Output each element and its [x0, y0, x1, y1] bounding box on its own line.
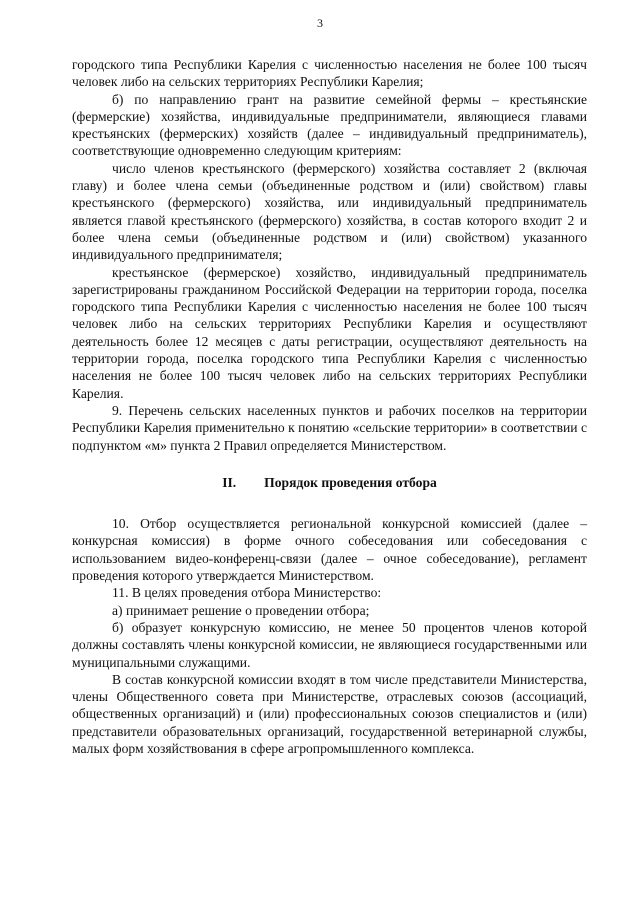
- paragraphs-before-heading: [72, 56, 587, 454]
- paragraph: В состав конкурсной комиссии входят в том числе представители Министерства, члены Общественного совета при Министерстве, отраслевых союзов (ассоциаций, общественных организаций) и (или) профессиональных союзов специалистов и (или) представители образовательных организаций, государственной ветеринарной службы, малых форм хозяйствования в сфере агропромышленного комплекса.: [72, 671, 587, 756]
- document-body: [72, 56, 587, 757]
- paragraph: б) образует конкурсную комиссию, не менее 50 процентов членов которой должны составлять члены конкурсной комиссии, не являющиеся государственными или муниципальными служащими.: [72, 619, 587, 670]
- page-number: 3: [317, 16, 323, 30]
- paragraph: число членов крестьянского (фермерского) хозяйства составляет 2 (включая главу) и более члена семьи (объединенные родством и (или) свойством) главы крестьянского (фермерского) хозяйства, или индивидуальный предприниматель является главой крестьянского (фермерского) хозяйства, в состав которого входит 2 и более члена семьи (объединенные родством и (или) свойством) указанного индивидуального предпринимателя;: [72, 160, 587, 263]
- paragraph: 11. В целях проведения отбора Министерство:: [112, 585, 382, 601]
- paragraph: 9. Перечень сельских населенных пунктов и рабочих поселков на территории Республики Карелия применительно к понятию «сельские территории» в соответствии с подпунктом «м» пункта 2 Правил определяется Министерством.: [72, 402, 587, 453]
- section-title: Порядок проведения отбора: [264, 474, 437, 490]
- paragraph: б) по направлению грант на развитие семейной фермы – крестьянские (фермерские) хозяйства, индивидуальные предприниматели, являющиеся главами крестьянских (фермерских) хозяйств (далее – индивидуальный предприниматель), соответствующие одновременно следующим критериям:: [72, 91, 587, 159]
- paragraph: городского типа Республики Карелия с численностью населения не более 100 тысяч человек либо на сельских территориях Республики Карелия;: [72, 57, 587, 90]
- paragraph: крестьянское (фермерское) хозяйство, индивидуальный предприниматель зарегистрированы гражданином Российской Федерации на территории города, поселка городского типа Республики Карелия с численностью населения не более 100 тысяч человек либо на сельских территориях Республики Карелия и осуществляют деятельность более 12 месяцев с даты регистрации, осуществляют деятельность на территории города, поселка городского типа Республики Карелия с численностью населения не более 100 тысяч человек либо на сельских территориях Республики Карелия.: [72, 264, 587, 401]
- paragraph: а) принимает решение о проведении отбора;: [112, 602, 370, 618]
- section-number: II.: [222, 474, 237, 490]
- section-heading: [72, 474, 587, 491]
- paragraph: 10. Отбор осуществляется региональной конкурсной комиссией (далее – конкурсная комиссия) в форме очного собеседования или собеседования с использованием видео-конференц-связи (далее – очное собеседование), регламент проведения которого утверждается Министерством.: [72, 516, 587, 584]
- paragraphs-after-heading: [72, 515, 587, 757]
